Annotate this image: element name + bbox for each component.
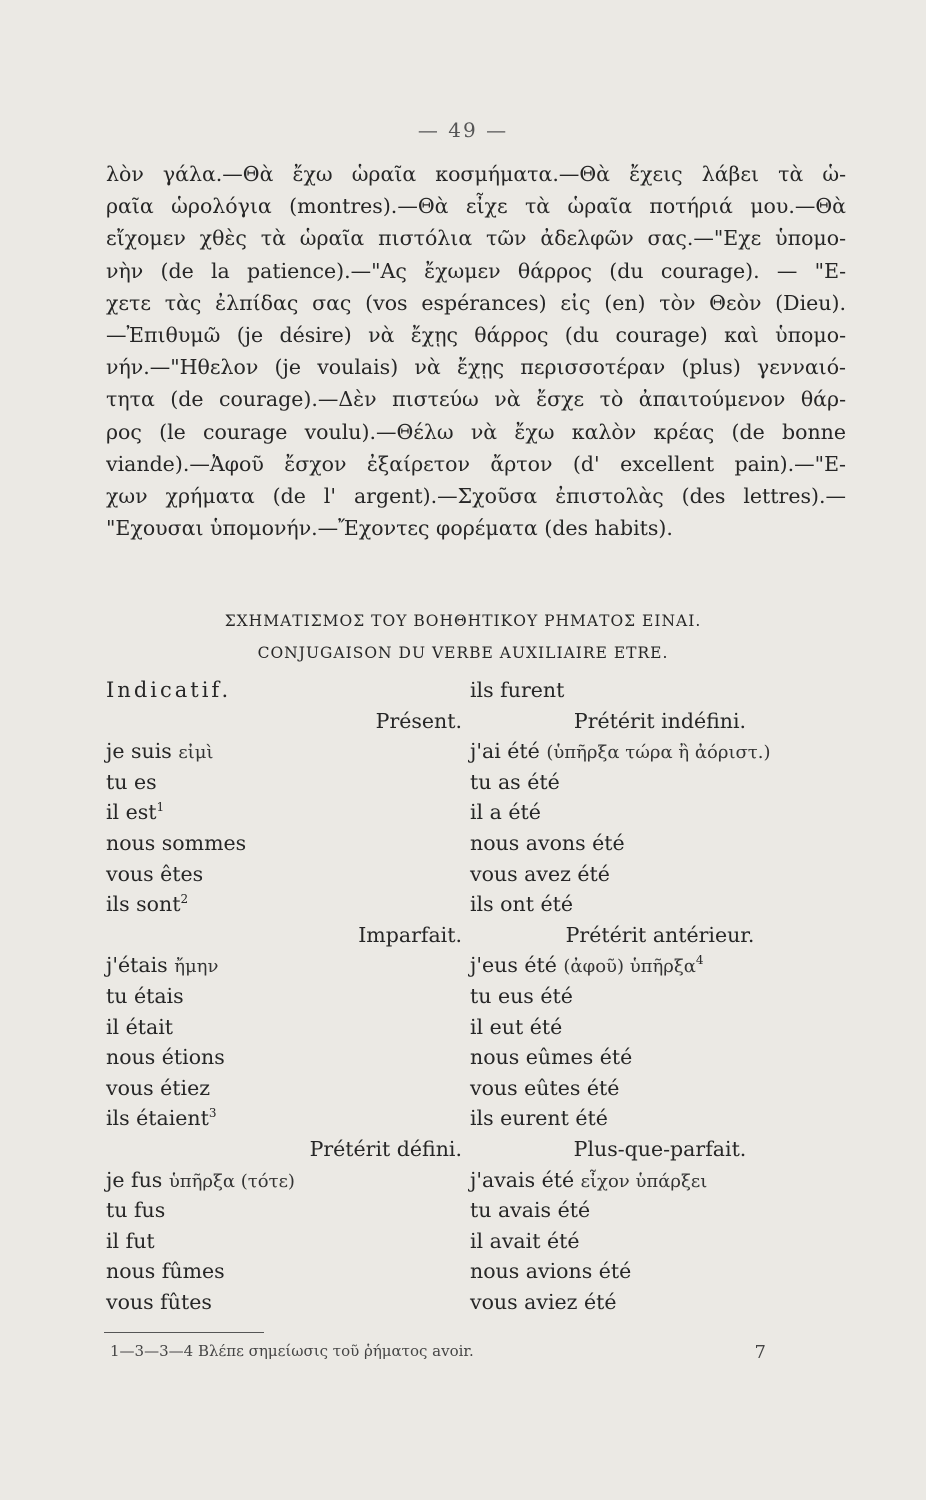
form: ils étaient bbox=[106, 1106, 209, 1131]
paragraph-line: χων χρήματα (de l' argent).—Σχοῦσα ἐπιστολὰς (des lettres).— bbox=[106, 483, 846, 508]
conjugation-line bbox=[106, 950, 466, 981]
footnote-mark: 2 bbox=[180, 892, 189, 907]
form: il est bbox=[106, 800, 157, 825]
conjugation-line: ils ont été bbox=[470, 892, 573, 917]
conjugation-line bbox=[106, 1165, 466, 1196]
greek-gloss: εἰμὶ bbox=[178, 742, 214, 764]
paragraph-line: viande).—Ἀφοῦ ἔσχον ἐξαίρετον ἄρτον (d' excellent pain).—"Ε- bbox=[106, 451, 846, 476]
form: je fus bbox=[106, 1167, 163, 1192]
conjugation-line: vous fûtes bbox=[106, 1289, 212, 1314]
paragraph-line: "Εχουσαι ὑπομονήν.—Ἔχοντες φορέματα (des habits). bbox=[106, 516, 673, 541]
form: je suis bbox=[106, 739, 172, 764]
conjugation-line: tu as été bbox=[470, 769, 560, 794]
conjugation-line: tu es bbox=[106, 769, 157, 794]
paragraph-line: νήν.—"Ηθελον (je voulais) νὰ ἔχῃς περισσοτέραν (plus) γενναιό- bbox=[106, 355, 846, 380]
greek-gloss: ὑπῆρξα (τότε) bbox=[168, 1170, 295, 1192]
conjugation-line bbox=[106, 797, 466, 828]
footnote-divider bbox=[104, 1332, 264, 1333]
tense-title-plus-que-parfait: Plus-que-parfait. bbox=[573, 1136, 747, 1161]
heading-french: CONJUGAISON DU VERBE AUXILIAIRE ETRE. bbox=[257, 644, 669, 662]
exercise-paragraph bbox=[106, 158, 846, 544]
greek-gloss: (ἀφοῦ) ὑπῆρξα bbox=[563, 956, 696, 978]
signature-mark: 7 bbox=[754, 1342, 766, 1363]
conjugation-line: tu fus bbox=[106, 1198, 166, 1223]
tense-title-imparfait: Imparfait. bbox=[358, 922, 462, 947]
paragraph-line: νὴν (de la patience).—"Ας ἔχωμεν θάρρος (du courage). — "Ε- bbox=[106, 258, 846, 283]
paragraph-line: τητα (de courage).—Δὲν πιστεύω νὰ ἔσχε τὸ ἀπαιτούμενον θάρ- bbox=[106, 387, 846, 412]
right-conjugation-column bbox=[470, 675, 850, 1317]
mood-label: Indicatif. bbox=[106, 678, 232, 702]
left-conjugation-column bbox=[106, 675, 466, 1317]
form: j'avais été bbox=[470, 1167, 575, 1192]
paragraph-line: ρος (le courage voulu).—Θέλω νὰ ἔχω καλὸν κρέας (de bonne bbox=[106, 419, 846, 444]
conjugation-line: nous avions été bbox=[470, 1259, 632, 1284]
conjugation-line: vous eûtes été bbox=[470, 1075, 620, 1100]
conjugation-line: nous sommes bbox=[106, 830, 247, 855]
conjugation-line bbox=[106, 889, 466, 920]
conjugation-line: ils furent bbox=[470, 678, 565, 702]
form: ils sont bbox=[106, 892, 181, 917]
conjugation-line bbox=[106, 736, 466, 767]
conjugation-line bbox=[470, 950, 850, 981]
paragraph-line: χετε τὰς ἐλπίδας σας (vos espérances) εἰς (en) τὸν Θεὸν (Dieu). bbox=[106, 290, 846, 315]
tense-title-preterit-anterieur: Prétérit antérieur. bbox=[565, 922, 755, 947]
paragraph-line: —Ἐπιθυμῶ (je désire) νὰ ἔχῃς θάρρος (du courage) καὶ ὑπομο- bbox=[106, 322, 846, 347]
conjugation-line: vous avez été bbox=[470, 861, 610, 886]
form: j'ai été bbox=[470, 739, 540, 764]
footnote: 1—3—3—4 Βλέπε σημείωσις τοῦ ῥήματος avoir. bbox=[110, 1342, 474, 1360]
conjugation-line: vous aviez été bbox=[470, 1289, 617, 1314]
mood-title bbox=[106, 675, 466, 706]
paragraph-line: εἴχομεν χθὲς τὰ ὡραῖα πιστόλια τῶν ἀδελφῶν σας.—"Εχε ὑπομο- bbox=[106, 226, 846, 251]
conjugation-line: il eut été bbox=[470, 1014, 563, 1039]
conjugation-line: nous fûmes bbox=[106, 1259, 225, 1284]
conjugation-line: il était bbox=[106, 1014, 174, 1039]
tense-title-preterit-indefini: Prétérit indéfini. bbox=[573, 708, 747, 733]
conjugation-line bbox=[470, 736, 850, 767]
conjugation-line bbox=[470, 1165, 850, 1196]
paragraph-line: λὸν γάλα.—Θὰ ἔχω ὡραῖα κοσμήματα.—Θὰ ἔχεις λάβει τὰ ὡ- bbox=[106, 162, 846, 186]
footnote-mark: 1 bbox=[156, 800, 165, 815]
conjugation-line bbox=[106, 1103, 466, 1134]
conjugation-line: vous êtes bbox=[106, 861, 204, 886]
conjugation-line: ils eurent été bbox=[470, 1106, 608, 1131]
footnote-mark: 3 bbox=[208, 1106, 217, 1121]
greek-gloss: εἶχον ὑπάρξει bbox=[580, 1170, 708, 1192]
form: j'étais bbox=[106, 953, 168, 978]
conjugation-line: nous étions bbox=[106, 1045, 225, 1070]
conjugation-line: tu étais bbox=[106, 983, 184, 1008]
page-number: — 49 — bbox=[417, 118, 509, 142]
conjugation-line: vous étiez bbox=[106, 1075, 211, 1100]
conjugation-line: tu eus été bbox=[470, 983, 573, 1008]
greek-gloss: ἤμην bbox=[174, 956, 219, 978]
conjugation-line: il a été bbox=[470, 800, 541, 825]
conjugation-line: tu avais été bbox=[470, 1198, 591, 1223]
footnote-mark: 4 bbox=[695, 953, 704, 968]
conjugation-line: il avait été bbox=[470, 1228, 580, 1253]
tense-title-present: Présent. bbox=[375, 708, 462, 733]
heading-greek: ΣΧΗΜΑΤΙΣΜΟΣ ΤΟΥ ΒΟΗΘΗΤΙΚΟΥ ΡΗΜΑΤΟΣ ΕΙΝΑΙ. bbox=[224, 612, 702, 630]
conjugation-line: nous avons été bbox=[470, 830, 625, 855]
paragraph-line: ραῖα ὡρολόγια (montres).—Θὰ εἶχε τὰ ὡραῖα ποτήριά μου.—Θὰ bbox=[106, 194, 846, 219]
greek-gloss: (ὑπῆρξα τώρα ἢ ἀόριστ.) bbox=[546, 742, 771, 764]
form: j'eus été bbox=[470, 953, 557, 978]
conjugation-line: nous eûmes été bbox=[470, 1045, 633, 1070]
tense-title-preterit-defini: Prétérit défini. bbox=[309, 1136, 462, 1161]
conjugation-line: il fut bbox=[106, 1228, 155, 1253]
